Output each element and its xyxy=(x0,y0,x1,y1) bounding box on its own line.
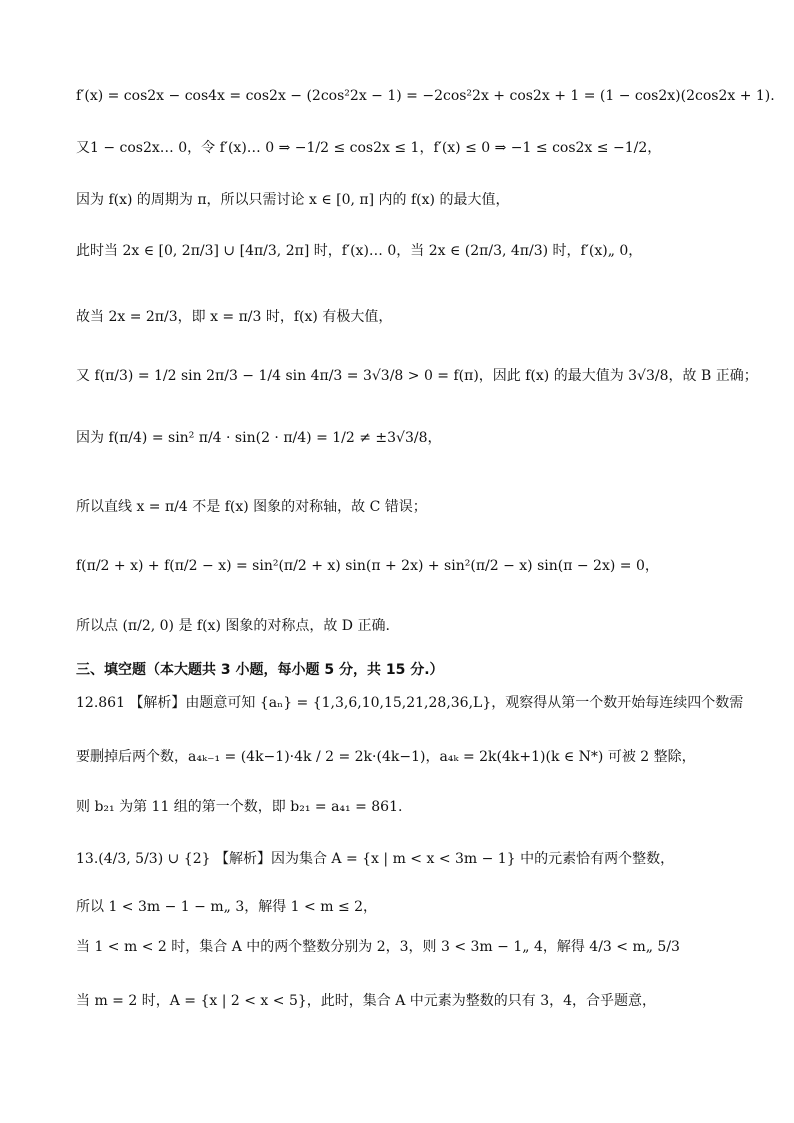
option-d-line xyxy=(76,604,736,648)
symmetry-sum-line xyxy=(76,544,736,588)
option-c-line xyxy=(76,485,736,529)
q13-line-1 xyxy=(76,837,736,881)
text-line: 13.(4/3, 5/3) ∪ {2} 【解析】因为集合 A = {x | m < x < 3m − 1} 中的元素恰有两个整数， xyxy=(76,851,675,867)
text-line: 则 b₂₁ 为第 11 组的第一个数，即 b₂₁ = a₄₁ = 861. xyxy=(76,799,403,815)
text-line: 当 1 < m < 2 时，集合 A 中的两个整数分别为 2，3，则 3 < 3m − 1„ 4，解得 4/3 < m„ 5/3 xyxy=(76,939,680,955)
max-value-line xyxy=(76,354,758,398)
text-line: 三、填空题（本大题共 3 小题，每小题 5 分，共 15 分.） xyxy=(76,662,444,678)
axis-check-line xyxy=(76,416,736,460)
text-line: 因为 f(π/4) = sin² π/4 · sin(2 · π/4) = 1/2 ≠ ±3√3/8， xyxy=(76,430,442,446)
q12-line-1 xyxy=(76,681,744,725)
text-line: 所以点 (π/2, 0) 是 f(x) 图象的对称点，故 D 正确. xyxy=(76,618,390,634)
monotonic-intervals-line xyxy=(76,229,736,273)
text-line: 所以 1 < 3m − 1 − m„ 3，解得 1 < m ≤ 2， xyxy=(76,899,378,915)
q12-line-3 xyxy=(76,785,736,829)
text-line: 12.861 【解析】由题意可知 {aₙ} = {1,3,6,10,15,21,28,36,L}，观察得从第一个数开始每连续四个数需 xyxy=(76,695,744,711)
q13-line-4 xyxy=(76,979,736,1023)
q13-line-2 xyxy=(76,885,736,929)
q13-line-3 xyxy=(76,925,736,969)
text-line: 当 m = 2 时，A = {x | 2 < x < 5}，此时，集合 A 中元素为整数的只有 3，4，合乎题意， xyxy=(76,993,657,1009)
text-line: 故当 2x = 2π/3，即 x = π/3 时，f(x) 有极大值， xyxy=(76,309,393,325)
local-max-line xyxy=(76,295,736,339)
text-line: 要删掉后两个数，a₄ₖ₋₁ = (4k−1)·4k / 2 = 2k·(4k−1)，a₄ₖ = 2k(4k+1)(k ∈ N*) 可被 2 整除， xyxy=(76,749,696,765)
text-line: 又 f(π/3) = 1/2 sin 2π/3 − 1/4 sin 4π/3 = 3√3/8 > 0 = f(π)，因此 f(x) 的最大值为 3√3/8，故 B 正确； xyxy=(76,368,758,384)
q12-line-2 xyxy=(76,735,736,779)
text-line: f′(x) = cos2x − cos4x = cos2x − (2cos²2x − 1) = −2cos²2x + cos2x + 1 = (1 − cos2x)(2cos2x + 1). xyxy=(76,88,775,104)
period-line xyxy=(76,178,736,222)
sign-condition-line xyxy=(76,126,736,170)
text-line: 所以直线 x = π/4 不是 f(x) 图象的对称轴，故 C 错误； xyxy=(76,499,427,515)
text-line: 又1 − cos2x… 0，令 f′(x)… 0 ⇒ −1/2 ≤ cos2x ≤ 1，f′(x) ≤ 0 ⇒ −1 ≤ cos2x ≤ −1/2， xyxy=(76,140,662,156)
text-line: 因为 f(x) 的周期为 π，所以只需讨论 x ∈ [0, π] 内的 f(x) 的最大值， xyxy=(76,192,510,208)
text-line: 此时当 2x ∈ [0, 2π/3] ∪ [4π/3, 2π] 时，f′(x)… 0，当 2x ∈ (2π/3, 4π/3) 时，f′(x)„ 0， xyxy=(76,243,643,259)
text-line: f(π/2 + x) + f(π/2 − x) = sin²(π/2 + x) sin(π + 2x) + sin²(π/2 − x) sin(π − 2x) = 0， xyxy=(76,558,659,574)
derivative-line xyxy=(76,74,775,118)
